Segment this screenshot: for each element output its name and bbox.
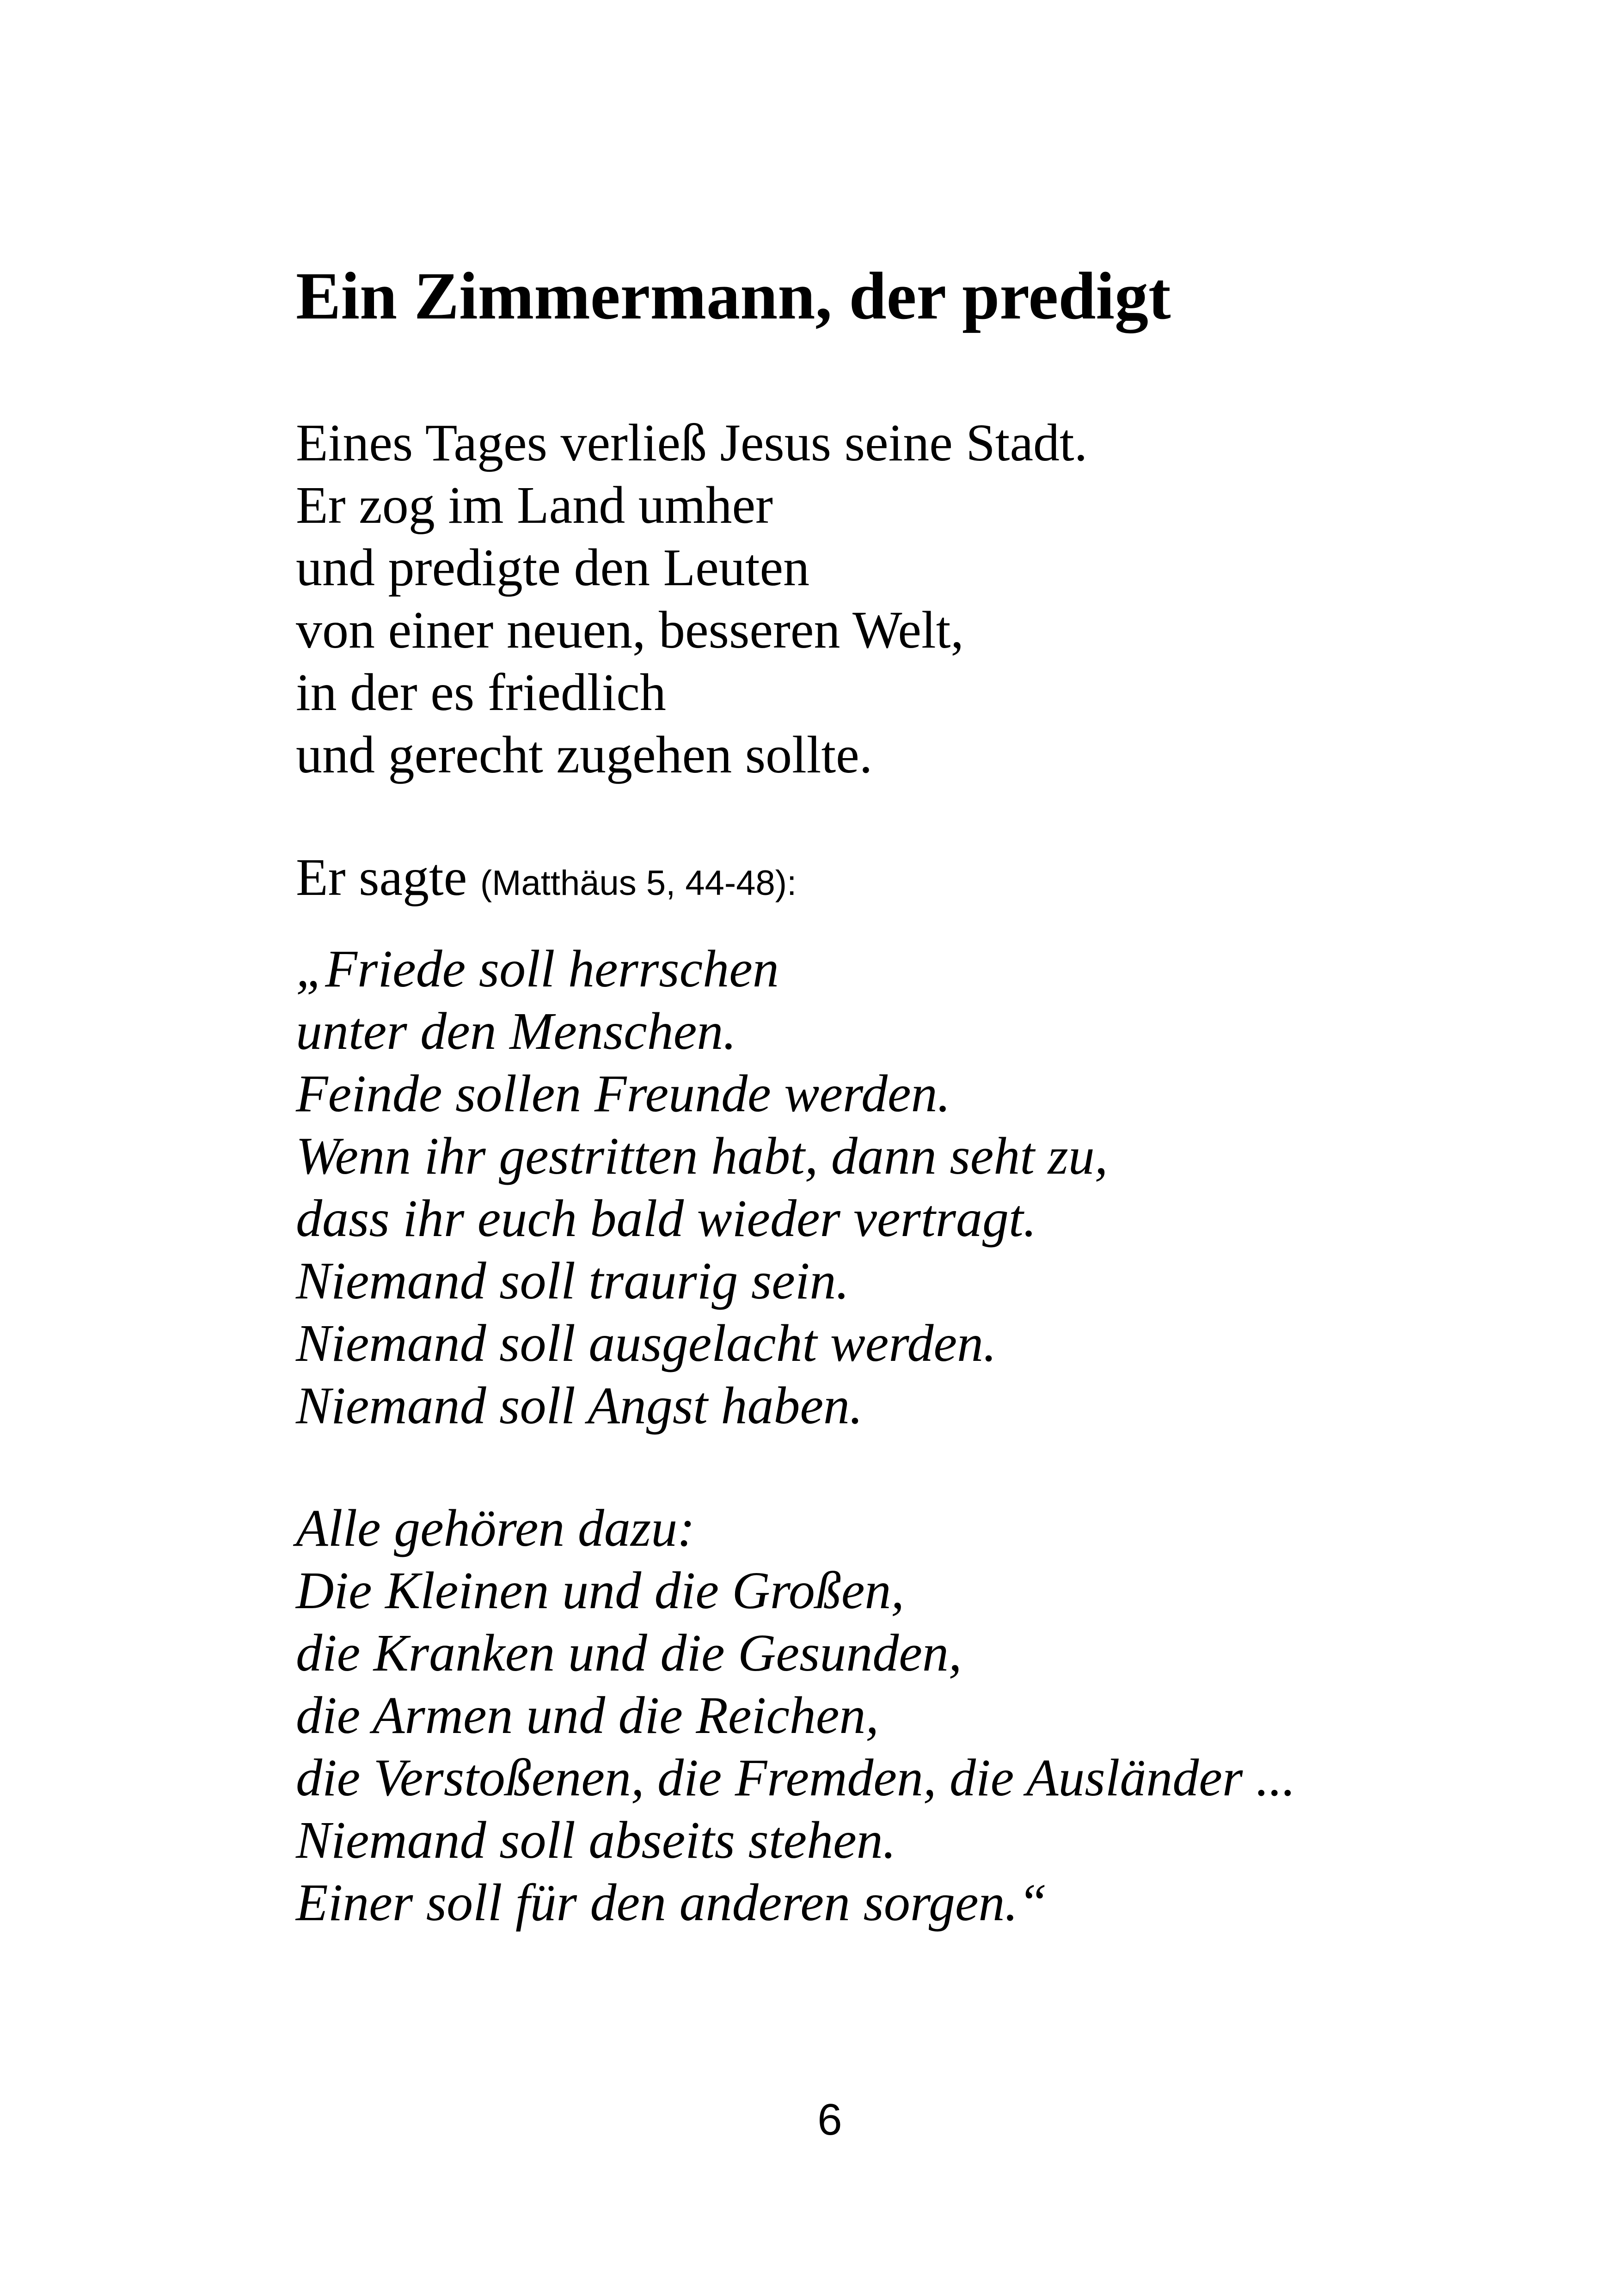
quote-line: Niemand soll ausgelacht werden. — [296, 1314, 997, 1372]
intro-line: und predigte den Leuten — [296, 538, 810, 597]
quote-stanza-1 — [296, 937, 1108, 1437]
intro-line: und gerecht zugehen sollte. — [296, 725, 873, 784]
intro-line: Eines Tages verließ Jesus seine Stadt. — [296, 413, 1088, 472]
page-title: Ein Zimmermann, der predigt — [296, 258, 1171, 333]
intro-line: in der es friedlich — [296, 663, 666, 722]
quote-line: die Kranken und die Gesunden, — [296, 1623, 962, 1682]
speech-intro-text: Er sagte — [296, 848, 467, 906]
quote-line: „Friede soll herrschen — [296, 939, 779, 998]
reference-colon: : — [787, 863, 797, 903]
intro-line: Er zog im Land umher — [296, 476, 773, 534]
quote-line: die Verstoßenen, die Fremden, die Ausländer ... — [296, 1748, 1296, 1807]
quote-line: Niemand soll Angst haben. — [296, 1376, 863, 1435]
quote-line: Wenn ihr gestritten habt, dann seht zu, — [296, 1127, 1108, 1185]
quote-line: die Armen und die Reichen, — [296, 1686, 879, 1745]
quote-line: dass ihr euch bald wieder vertragt. — [296, 1189, 1037, 1248]
speech-intro-line — [296, 846, 797, 914]
quote-line: unter den Menschen. — [296, 1002, 736, 1060]
quote-line: Alle gehören dazu: — [296, 1499, 695, 1557]
page-number: 6 — [817, 2095, 842, 2144]
intro-line: von einer neuen, besseren Welt, — [296, 600, 964, 659]
quote-line: Feinde sollen Freunde werden. — [296, 1064, 951, 1123]
quote-stanza-2 — [296, 1497, 1295, 1934]
quote-line: Die Kleinen und die Großen, — [296, 1561, 905, 1620]
quote-line: Niemand soll abseits stehen. — [296, 1811, 896, 1869]
quote-line: Niemand soll traurig sein. — [296, 1251, 850, 1310]
bible-reference: (Matthäus 5, 44-48) — [480, 863, 787, 903]
quote-line: Einer soll für den anderen sorgen.“ — [296, 1873, 1048, 1932]
intro-stanza — [296, 411, 1087, 786]
